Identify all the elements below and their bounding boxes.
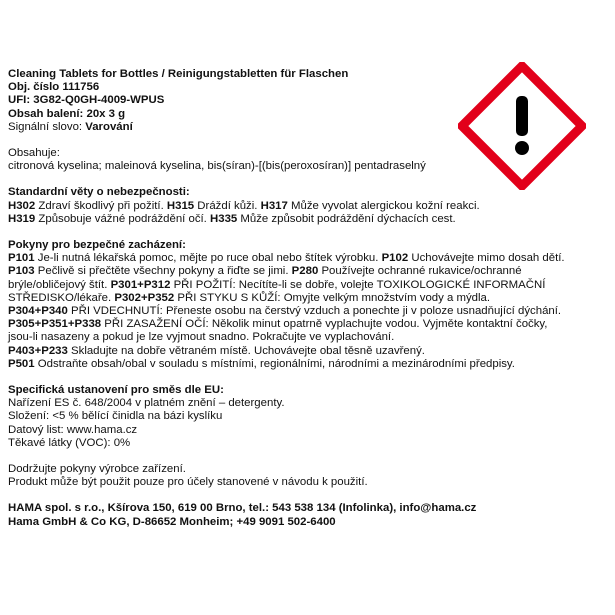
signal-word: Varování [85,120,133,133]
precaution-statements [8,252,608,371]
precaution-heading: Pokyny pro bezpečné zacházení: [8,239,186,252]
statement-code: P305+P351+P338 [8,318,102,331]
statement-text: Je-li nutná lékařská pomoc, mějte po ruce obal nebo štítek výrobku. [34,252,382,265]
statement-text: jsou-li nasazeny a pokud je lze vyjmout snadno. Pokračujte ve vyplachování. [8,331,395,344]
signal-word-prefix: Signální slovo: [8,120,86,133]
hazard-statements [8,200,608,226]
precaution-line [8,305,608,318]
statement-text: brýle/obličejový štít. [8,278,111,291]
statement-text: Může způsobit podráždění dýchacích cest. [237,212,456,225]
specific-heading: Specifická ustanovení pro směs dle EU: [8,384,224,397]
statement-text: STŘEDISKO/lékaře. [8,291,115,304]
statement-text: Uchovávejte mimo dosah dětí. [408,252,565,265]
contains-text: citronová kyselina; maleinová kyselina, bis(síran)-[(bis(peroxosíran)] pentadraselný [8,160,426,173]
object-number: Obj. číslo 111756 [8,81,100,94]
statement-text: Pečlivě si přečtěte všechny pokyny a řiďte se jimi. [34,265,292,278]
precaution-line [8,292,608,305]
specific-line: Složení: <5 % bělící činidla na bázi kyslíku [8,410,223,423]
statement-code: P304+P340 [8,305,68,318]
statement-code: P302+P352 [114,291,175,304]
instruction-line: Produkt může být použit pouze pro účely stanovené v návodu k použití. [8,476,368,489]
precaution-line [8,318,608,331]
contains-heading: Obsahuje: [8,147,60,160]
statement-code: H315 [166,199,195,212]
hazard-heading: Standardní věty o nebezpečnosti: [8,186,190,199]
precaution-line [8,279,608,292]
statement-code: P301+P312 [110,278,171,291]
specific-line: Nařízení ES č. 648/2004 v platném znění – detergenty. [8,397,285,410]
statement-text: Může vyvolat alergickou kožní reakci. [287,199,480,212]
specific-line: Těkavé látky (VOC): 0% [8,436,131,449]
instruction-line: Dodržujte pokyny výrobce zařízení. [8,463,186,476]
hazard-line [8,200,608,213]
product-title: Cleaning Tablets for Bottles / Reinigungstabletten für Flaschen [8,68,349,80]
specific-line: Datový list: www.hama.cz [8,423,138,436]
statement-code: P101 [8,252,35,265]
statement-code: H319 [8,212,36,225]
statement-text: PŘI POŽITÍ: Necítíte-li se dobře, volejte TOXIKOLOGICKÉ INFORMAČNÍ [170,278,546,291]
statement-code: H317 [260,199,288,212]
statement-text: Zdraví škodlivý při požití. [35,199,167,212]
precaution-line [8,358,608,371]
hazard-line [8,213,608,226]
statement-code: H335 [210,212,238,225]
precaution-line [8,331,608,344]
ufi-code: UFI: 3G82-Q0GH-4009-WPUS [8,94,165,107]
precaution-line [8,265,608,278]
statement-code: P280 [291,265,319,278]
precaution-line [8,252,608,265]
label-text [8,68,608,529]
statement-text: Používejte ochranné rukavice/ochranné [318,265,522,278]
footer-line: Hama GmbH & Co KG, D-86652 Monheim; +49 9091 502-6400 [8,515,336,528]
precaution-line [8,345,608,358]
statement-code: P501 [8,357,35,370]
statement-text: Odstraňte obsah/obal v souladu s místními, regionálními, národními a mezinárodními předpisy. [34,357,515,370]
statement-code: P403+P233 [8,344,68,357]
statement-code: P102 [381,252,409,265]
statement-code: H302 [8,199,36,212]
statement-text: Způsobuje vážné podráždění očí. [35,212,211,225]
package-content: Obsah balení: 20x 3 g [8,107,126,120]
statement-text: Skladujte na dobře větraném místě. Uchovávejte obal těsně uzavřený. [67,344,425,357]
footer-line: HAMA spol. s r.o., Kšírova 150, 619 00 Brno, tel.: 543 538 134 (Infolinka), info@hama.cz [8,502,477,515]
statement-text: PŘI VDECHNUTÍ: Přeneste osobu na čerstvý vzduch a ponechte ji v poloze usnadňující dýchání. [67,305,562,318]
statement-text: PŘI ZASAŽENÍ OČÍ: Několik minut opatrně vyplachujte vodou. Vyjměte kontaktní čočky, [101,318,548,331]
statement-text: PŘI STYKU S KŮŽÍ: Omyjte velkým množstvím vody a mýdla. [174,291,491,304]
signal-word-line [8,121,608,134]
statement-text: Dráždí kůži. [194,199,261,212]
statement-code: P103 [8,265,35,278]
